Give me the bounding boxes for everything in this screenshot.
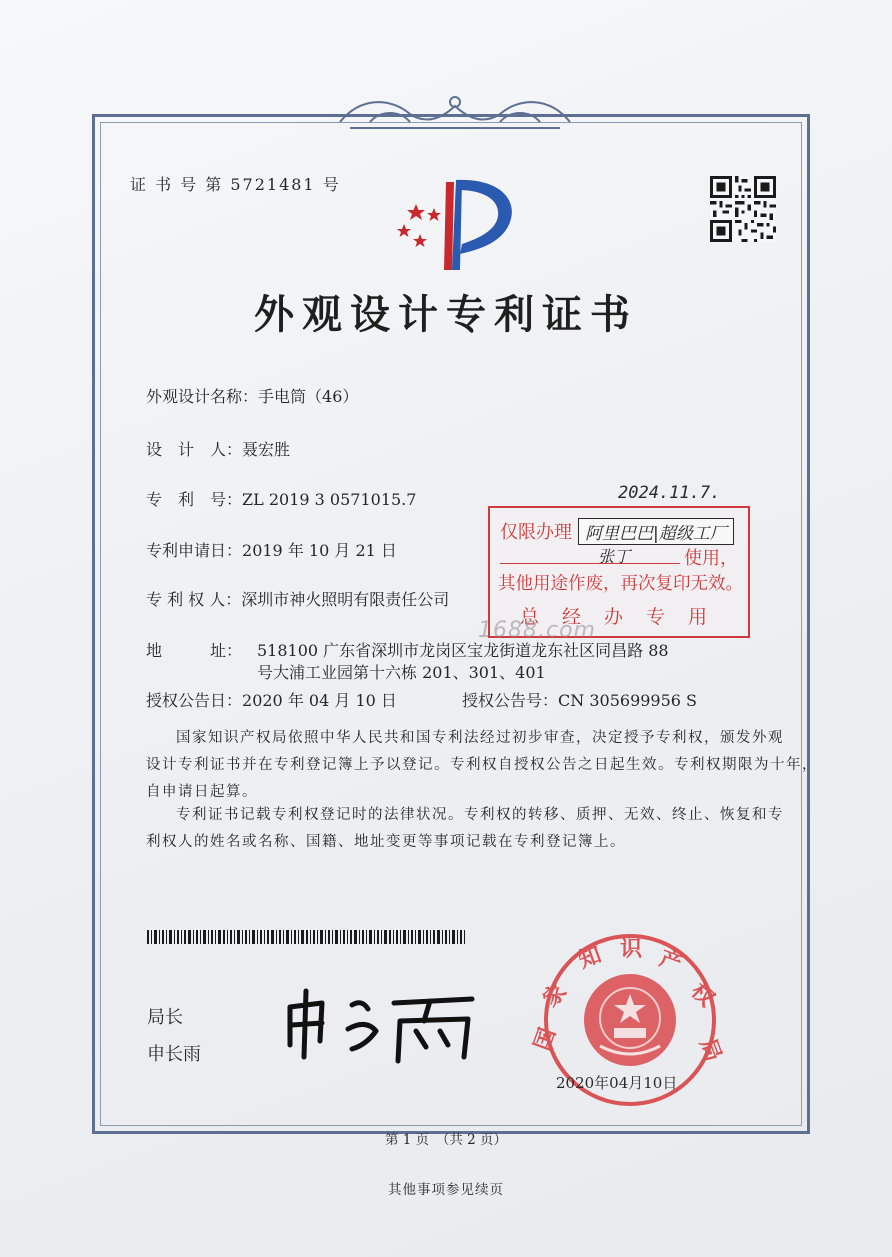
page-number: 第 1 页 （共 2 页） xyxy=(384,1132,508,1148)
stamp-prefix: 仅限办理 xyxy=(500,522,572,543)
svg-text:局: 局 xyxy=(694,1035,726,1065)
svg-text:家: 家 xyxy=(538,978,572,1013)
patentee-value: 深圳市神火照明有限责任公司 xyxy=(241,590,450,609)
stamp-line-4: 总 经 办 专 用 xyxy=(520,606,710,628)
svg-text:识: 识 xyxy=(620,937,643,962)
paragraph-1-line-2: 设计专利证书并在专利登记簿上予以登记。专利权自授权公告之日起生效。专利权期限为十年， xyxy=(146,757,818,773)
designer-row xyxy=(146,437,290,460)
signature-icon xyxy=(282,985,482,1065)
grant-date-label: 授权公告日： xyxy=(146,691,243,710)
patentee-row xyxy=(146,587,449,610)
paragraph-2-line-2: 利权人的姓名或名称、国籍、地址变更等事项记载在专利登记簿上。 xyxy=(146,834,626,850)
grant-no-row xyxy=(462,688,697,711)
address-label: 地 址： xyxy=(146,641,243,660)
signatory-name: 申长雨 xyxy=(147,1044,201,1065)
seal-date: 2020年04月10日 xyxy=(556,1074,678,1092)
handwritten-date: 2024.11.7. xyxy=(618,483,721,503)
patent-no-label: 专 利 号： xyxy=(146,490,243,509)
watermark: 1688.com xyxy=(478,618,596,643)
grant-date-row xyxy=(146,688,397,711)
designer-value: 聂宏胜 xyxy=(242,440,291,459)
patentee-label: 专 利 权 人： xyxy=(146,590,242,609)
barcode-icon xyxy=(147,930,465,944)
address-line-2: 号大浦工业园第十六栋 201、301、401 xyxy=(257,663,546,682)
ornament-scroll-icon xyxy=(330,92,580,134)
designer-label: 设 计 人： xyxy=(146,440,243,459)
footer-note: 其他事项参见续页 xyxy=(388,1182,504,1198)
svg-text:产: 产 xyxy=(655,946,686,978)
filing-date-row xyxy=(146,538,397,561)
grant-no-value: CN 305699956 S xyxy=(558,691,698,710)
svg-text:权: 权 xyxy=(685,978,720,1012)
grant-no-label: 授权公告号： xyxy=(462,691,559,710)
certificate-title: 外观设计专利证书 xyxy=(254,291,638,338)
patent-no-value: ZL 2019 3 0571015.7 xyxy=(242,490,417,509)
grant-date-value: 2020 年 04 月 10 日 xyxy=(242,691,397,710)
stamp-handwritten-name: 张丁 xyxy=(598,547,631,566)
stamp-line-3: 其他用途作废，再次复印无效。 xyxy=(498,574,743,594)
paragraph-2-line-1: 专利证书记载专利权登记时的法律状况。专利权的转移、质押、无效、终止、恢复和专 xyxy=(176,807,784,823)
design-name-value: 手电筒（46） xyxy=(258,387,359,406)
design-name-row xyxy=(146,384,358,407)
filing-date-value: 2019 年 10 月 21 日 xyxy=(242,541,397,560)
certificate-number: 证 书 号 第 5721481 号 xyxy=(130,175,341,194)
patent-no-row xyxy=(146,487,416,510)
filing-date-label: 专利申请日： xyxy=(146,541,243,560)
stamp-line-2-suffix: 使用， xyxy=(684,548,738,569)
design-name-label: 外观设计名称： xyxy=(146,387,259,406)
svg-text:国: 国 xyxy=(530,1024,562,1055)
stamp-underline xyxy=(500,541,680,564)
signatory-title: 局长 xyxy=(147,1007,183,1028)
address-line-1: 518100 广东省深圳市龙岗区宝龙街道龙东社区同昌路 88 xyxy=(257,641,669,660)
stamp-handwritten-company: 阿里巴巴|超级工厂 xyxy=(578,518,734,545)
cnipa-logo-icon xyxy=(390,172,522,276)
svg-text:知: 知 xyxy=(575,942,605,974)
paragraph-1-line-3: 自申请日起算。 xyxy=(146,784,258,800)
paragraph-1-line-1: 国家知识产权局依照中华人民共和国专利法经过初步审查，决定授予专利权，颁发外观 xyxy=(176,730,784,746)
qr-code-icon xyxy=(710,176,776,242)
